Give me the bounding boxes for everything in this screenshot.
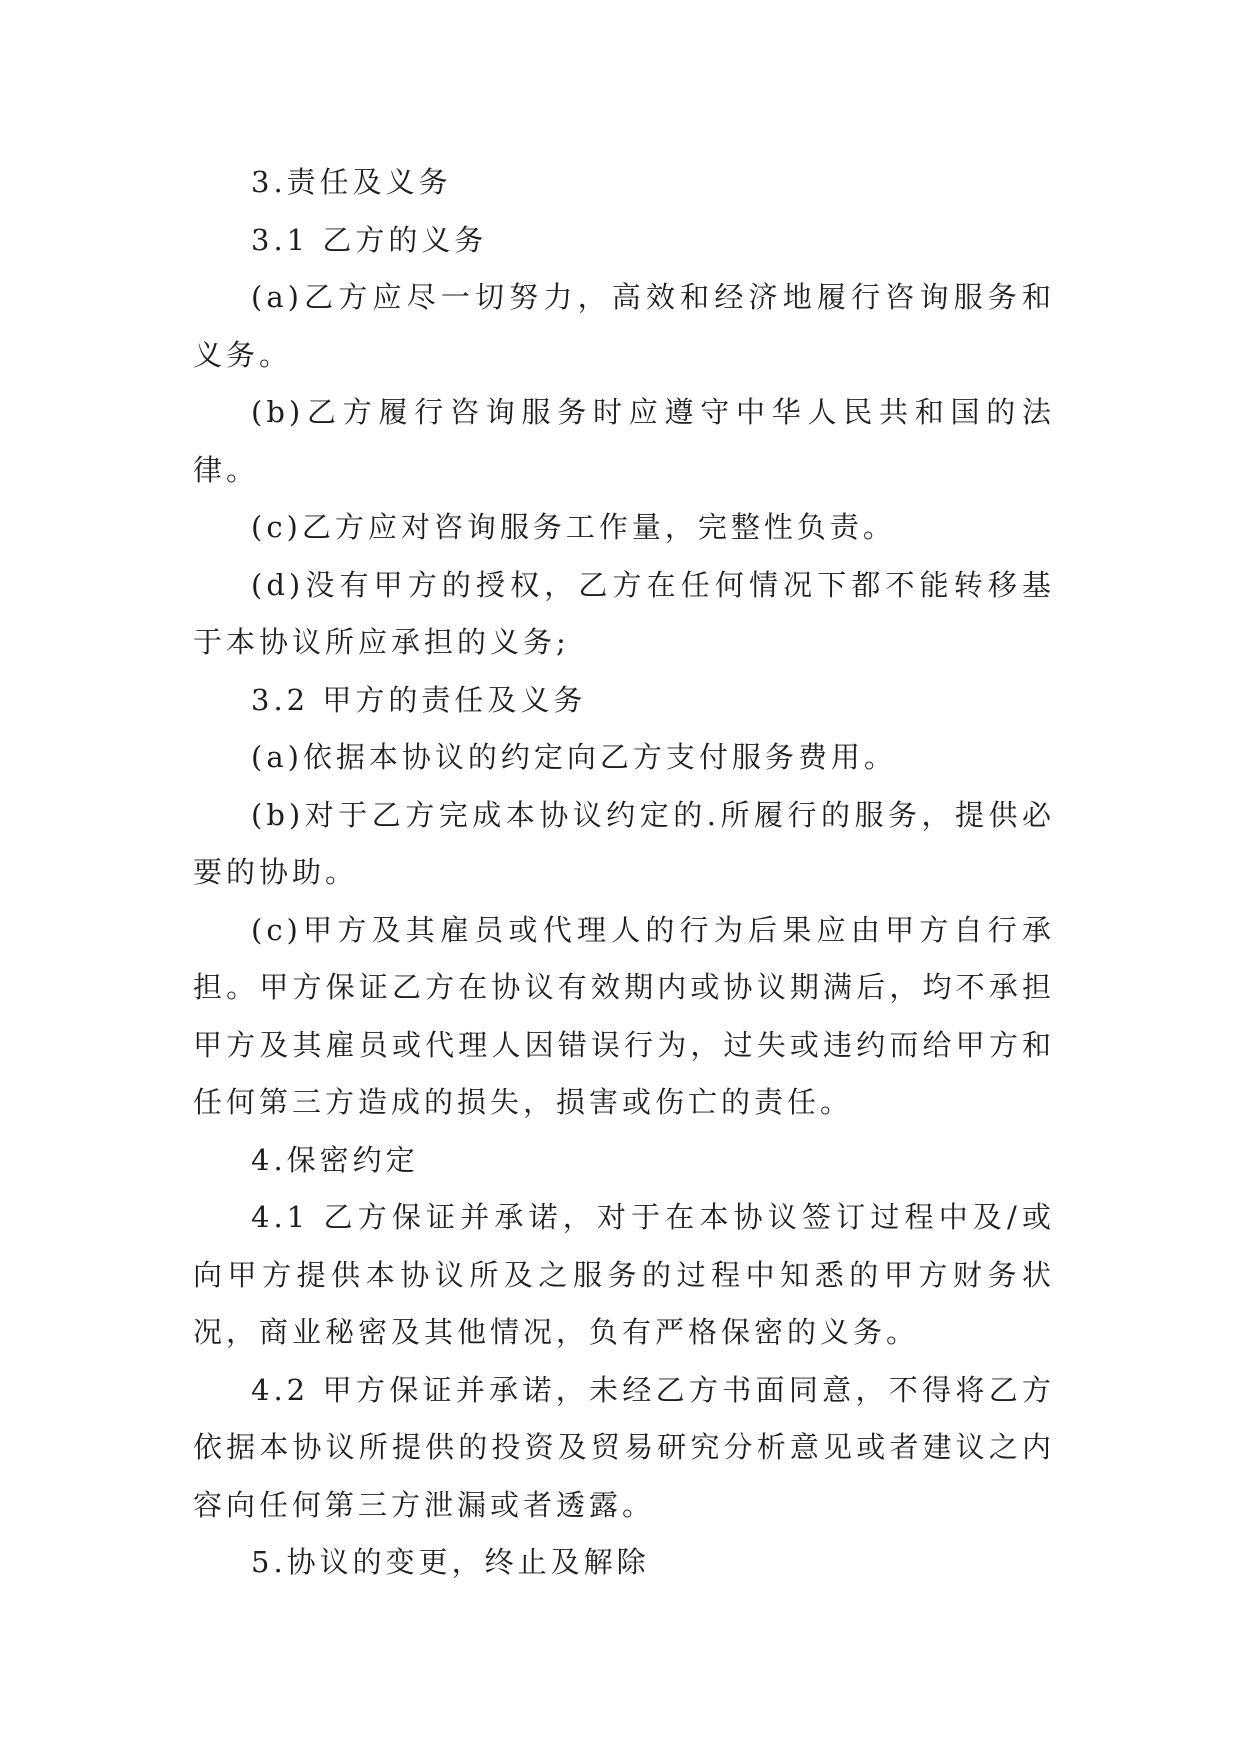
clause-3-2-a: (a)依据本协议的约定向乙方支付服务费用。 bbox=[251, 740, 897, 774]
section-heading-3: 3.责任及义务 bbox=[251, 165, 452, 199]
section-heading-4: 4.保密约定 bbox=[251, 1142, 419, 1177]
subsection-heading-3-2: 3.2 甲方的责任及义务 bbox=[251, 682, 587, 717]
clause-3-2-c: (c)甲方及其雇员或代理人的行为后果应由甲方自行承担。甲方保证乙方在协议有效期内或协议期满后，均不承担甲方及其雇员或代理人因错误行为，过失或违约而给甲方和任何第三方造成的损失，损害或伤亡的责任。 bbox=[193, 912, 1055, 1119]
clause-4-2: 4.2 甲方保证并承诺，未经乙方书面同意，不得将乙方依据本协议所提供的投资及贸易研究分析意见或者建议之内容向任何第三方泄漏或者透露。 bbox=[193, 1372, 1055, 1522]
document-body bbox=[193, 154, 1055, 1592]
clause-3-1-a: (a)乙方应尽一切努力，高效和经济地履行咨询服务和义务。 bbox=[193, 280, 1055, 372]
clause-3-1-c: (c)乙方应对咨询服务工作量，完整性负责。 bbox=[251, 510, 896, 544]
clause-3-2-b: (b)对于乙方完成本协议约定的.所履行的服务，提供必要的协助。 bbox=[193, 797, 1055, 889]
subsection-heading-3-1: 3.1 乙方的义务 bbox=[251, 222, 488, 257]
clause-3-1-d: (d)没有甲方的授权，乙方在任何情况下都不能转移基于本协议所应承担的义务; bbox=[193, 567, 1055, 659]
section-heading-5: 5.协议的变更，终止及解除 bbox=[251, 1545, 650, 1579]
clause-3-1-b: (b)乙方履行咨询服务时应遵守中华人民共和国的法律。 bbox=[193, 395, 1055, 487]
clause-4-1: 4.1 乙方保证并承诺，对于在本协议签订过程中及/或向甲方提供本协议所及之服务的过程中知悉的甲方财务状况，商业秘密及其他情况，负有严格保密的义务。 bbox=[193, 1200, 1055, 1349]
